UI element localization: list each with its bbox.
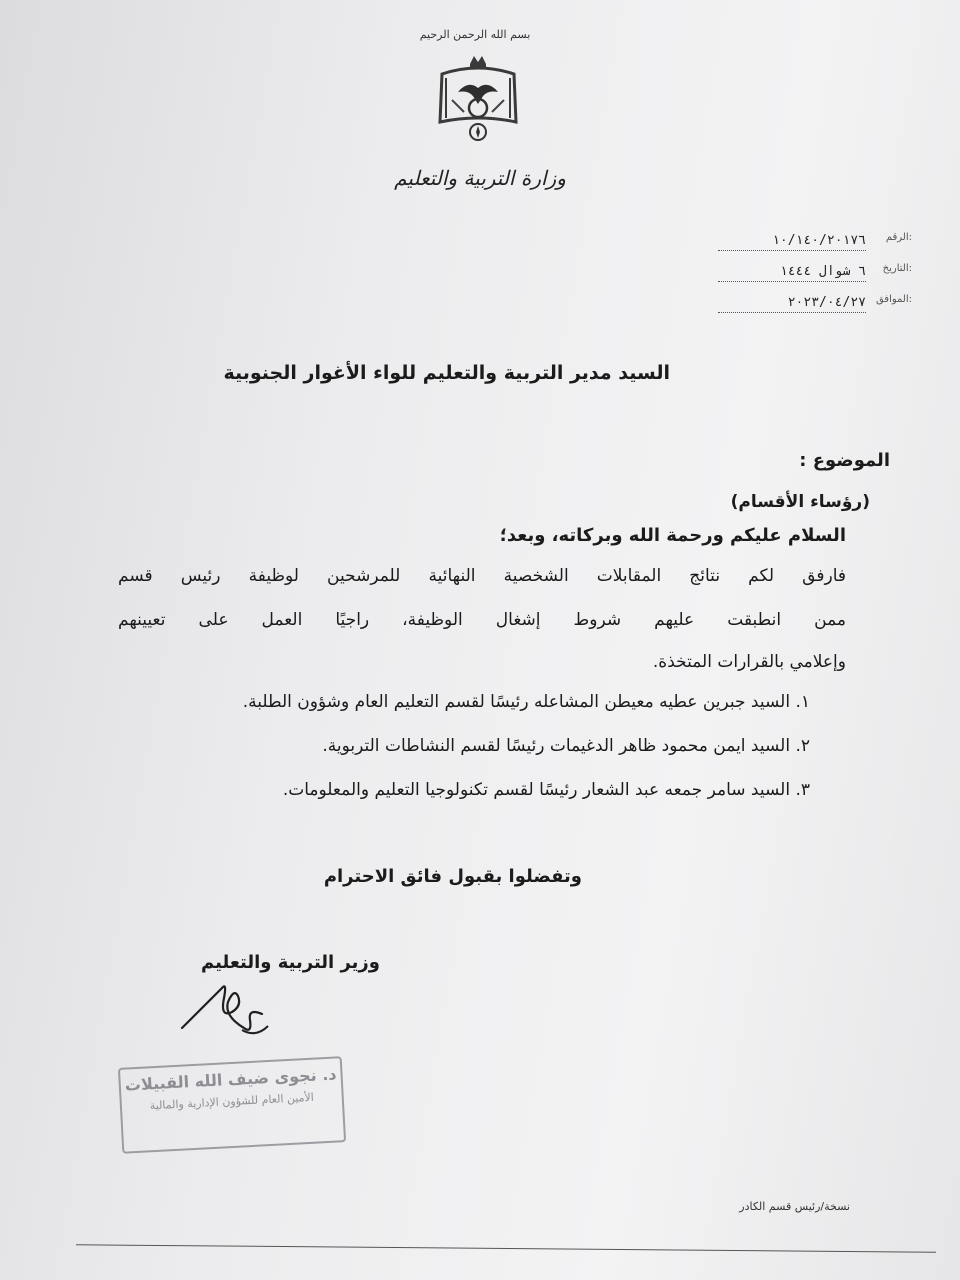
reference-number-label: الرقم: <box>885 232 912 243</box>
footer-rule <box>76 1244 936 1253</box>
reference-number-row <box>712 232 912 254</box>
subject-value: (رؤساء الأقسام) <box>730 492 870 512</box>
stamp-role: الأمين العام للشؤون الإدارية والمالية <box>149 1090 315 1113</box>
body-line-1: فارفق لكم نتائج المقابلات الشخصية النهائية للمرشحين لوظيفة رئيس قسم <box>118 566 846 586</box>
reference-corresponding-row <box>712 294 912 316</box>
stamp-name: د. نجوى ضيف الله القبيلات <box>124 1064 337 1095</box>
jordan-coat-of-arms-icon <box>428 52 528 152</box>
handwritten-signature <box>172 968 292 1048</box>
basmala-text: بسم الله الرحمن الرحيم <box>419 28 531 41</box>
ministry-name: وزارة التربية والتعليم <box>394 166 566 190</box>
reference-corresponding-label: الموافق: <box>875 294 912 305</box>
body-line-2: ممن انطبقت عليهم شروط إشغال الوظيفة، راجيًا العمل على تعيينهم <box>118 610 846 630</box>
copy-to-note: نسخة/رئيس قسم الكادر <box>739 1200 850 1213</box>
official-stamp <box>118 1056 346 1154</box>
list-item-2: ٢. السيد ايمن محمود ظاهر الدغيمات رئيسًا لقسم النشاطات التربوية. <box>322 736 810 756</box>
greeting: السلام عليكم ورحمة الله وبركاته، وبعد؛ <box>499 525 846 546</box>
closing-text: وتفضلوا بقبول فائق الاحترام <box>323 866 582 887</box>
list-item-3: ٣. السيد سامر جمعه عبد الشعار رئيسًا لقسم تكنولوجيا التعليم والمعلومات. <box>282 780 810 800</box>
reference-date-value: ٦ شوال ١٤٤٤ <box>718 263 866 282</box>
minister-title: وزير التربية والتعليم <box>201 952 380 973</box>
body-line-3: وإعلامي بالقرارات المتخذة. <box>652 652 846 672</box>
reference-number-value: ١٠/١٤٠/٢٠١٧٦ <box>718 232 866 251</box>
reference-date-label: التاريخ: <box>882 263 912 274</box>
reference-date-row <box>712 263 912 285</box>
addressee: السيد مدير التربية والتعليم للواء الأغوار الجنوبية <box>223 362 670 384</box>
list-item-1: ١. السيد جبرين عطيه معيطن المشاعله رئيسًا لقسم التعليم العام وشؤون الطلبة. <box>242 692 810 712</box>
subject-label: الموضوع : <box>799 450 890 471</box>
reference-corresponding-value: ٢٠٢٣/٠٤/٢٧ <box>718 294 866 313</box>
